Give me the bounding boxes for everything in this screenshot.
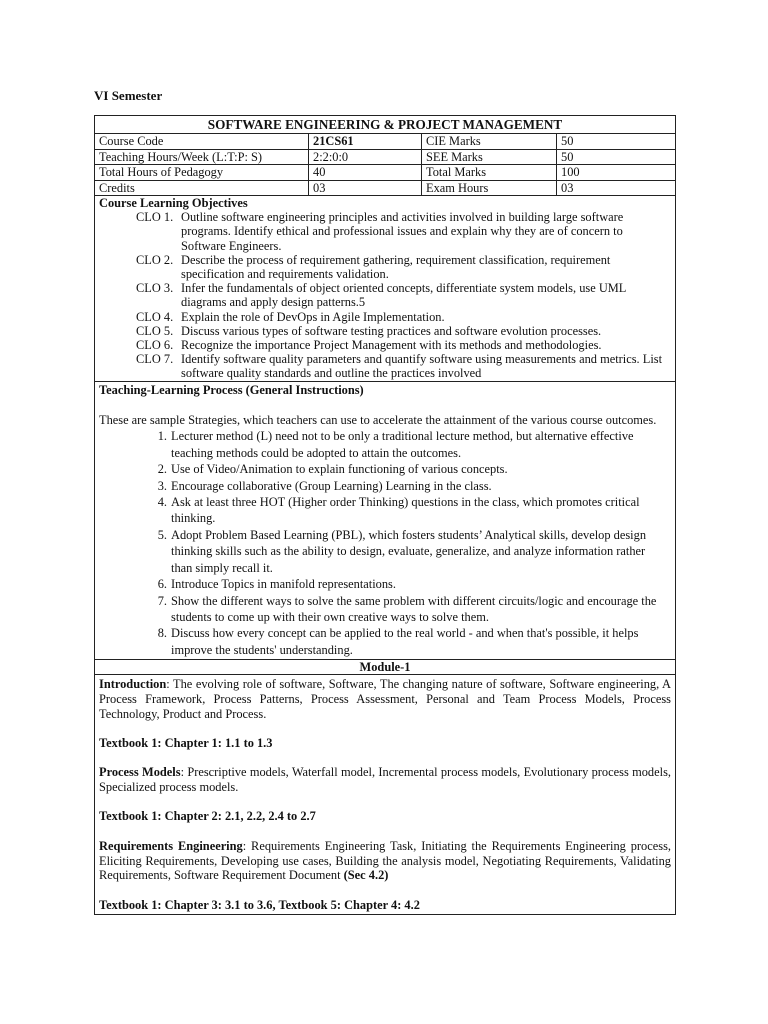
list-item — [99, 310, 671, 324]
clo-section — [95, 196, 675, 382]
textbook-reference: Textbook 1: Chapter 1: 1.1 to 1.3 — [99, 736, 273, 751]
list-item — [99, 593, 671, 626]
syllabus-table — [94, 115, 676, 915]
item-number: 1. — [157, 429, 167, 444]
teaching-learning-section — [95, 382, 675, 661]
item-text: Discuss how every concept can be applied to the real world - and when that's possible, it helps improve the students' understanding. — [171, 626, 639, 657]
clo-number: CLO 7. — [136, 352, 174, 367]
info-value: 100 — [557, 165, 676, 181]
clo-text: Explain the role of DevOps in Agile Implementation. — [181, 309, 445, 324]
item-text: Show the different ways to solve the same problem with different circuits/logic and encourage the students to come up with their own creative ways to solve them. — [171, 593, 657, 624]
list-item — [99, 478, 671, 494]
info-value: 40 — [309, 165, 422, 181]
textbook-reference: Textbook 1: Chapter 3: 3.1 to 3.6, Textbook 5: Chapter 4: 4.2 — [99, 897, 420, 912]
item-text: Ask at least three HOT (Higher order Thinking) questions in the class, which promotes critical thinking. — [171, 495, 640, 526]
clo-number: CLO 1. — [136, 210, 174, 225]
table-row — [95, 149, 675, 165]
list-item — [99, 324, 671, 338]
info-label: SEE Marks — [422, 149, 557, 165]
module-title: Module-1 — [95, 660, 675, 675]
list-item — [99, 527, 671, 576]
list-item — [99, 625, 671, 658]
module-paragraph — [99, 677, 671, 721]
item-text: Introduce Topics in manifold representations. — [171, 577, 396, 592]
item-text: Use of Video/Animation to explain functioning of various concepts. — [171, 462, 508, 477]
tlp-title: Teaching-Learning Process (General Instructions) — [99, 382, 364, 397]
item-text: Encourage collaborative (Group Learning) Learning in the class. — [171, 478, 492, 493]
item-number: 6. — [157, 577, 167, 592]
clo-text: Infer the fundamentals of object oriented concepts, differentiate system models, use UML diagrams and apply design patterns.5 — [181, 281, 626, 310]
table-row — [95, 180, 675, 196]
list-item — [99, 210, 671, 253]
tlp-intro: These are sample Strategies, which teachers can use to accelerate the attainment of the various course outcomes. — [99, 413, 657, 428]
textbook-reference: Textbook 1: Chapter 2: 2.1, 2.2, 2.4 to 2.7 — [99, 809, 316, 824]
item-number: 5. — [157, 527, 167, 542]
clo-number: CLO 2. — [136, 252, 174, 267]
item-text: Lecturer method (L) need not to be only a traditional lecture method, but alternative effective teaching methods could be adopted to attain the outcomes. — [171, 429, 634, 460]
topic-text: : Requirements Engineering Task, Initiating the Requirements Engineering process, Eliciting Requirements, Developing use cases, Building the analysis model, Negotiating Requirements, Validating Requirements, Software Requirement Document — [99, 838, 671, 883]
clo-text: Outline software engineering principles and activities involved in building large software programs. Identify ethical and professional issues and explain why they are of concern to Software Engineers. — [181, 210, 624, 253]
section-reference: (Sec 4.2) — [343, 868, 389, 883]
info-label: Credits — [95, 180, 309, 196]
clo-number: CLO 3. — [136, 281, 174, 296]
clo-text: Identify software quality parameters and quantify software using measurements and metrics. List software quality standards and outline the practices involved — [181, 352, 663, 381]
info-label: Teaching Hours/Week (L:T:P: S) — [95, 149, 309, 165]
info-value: 50 — [557, 134, 676, 149]
clo-number: CLO 6. — [136, 338, 174, 353]
info-value: 50 — [557, 149, 676, 165]
semester-heading: VI Semester — [94, 88, 163, 103]
info-label: Total Marks — [422, 165, 557, 181]
topic-text: : Prescriptive models, Waterfall model, Incremental process models, Evolutionary process models, Specialized process models. — [99, 765, 671, 795]
table-row — [95, 134, 675, 149]
list-item — [99, 253, 671, 281]
clo-number: CLO 4. — [136, 309, 174, 324]
course-info-table — [95, 134, 675, 196]
list-item — [99, 338, 671, 352]
topic-term: Requirements Engineering — [99, 838, 243, 853]
module-paragraph — [99, 765, 671, 795]
info-label: Course Code — [95, 134, 309, 149]
clo-number: CLO 5. — [136, 323, 174, 338]
info-value: 2:2:0:0 — [309, 149, 422, 165]
item-text: Adopt Problem Based Learning (PBL), which fosters students’ Analytical skills, develop design thinking skills such as the ability to design, evaluate, generalize, and analyze information rather than simply recall it. — [171, 527, 647, 575]
list-item — [99, 461, 671, 477]
info-label: CIE Marks — [422, 134, 557, 149]
item-number: 8. — [157, 626, 167, 641]
module-content — [95, 675, 675, 914]
clo-text: Discuss various types of software testing practices and software evolution processes. — [181, 323, 602, 338]
clo-text: Describe the process of requirement gathering, requirement classification, requirement specification and requirements validation. — [181, 252, 611, 282]
clo-title: Course Learning Objectives — [99, 196, 248, 210]
list-item — [99, 281, 671, 309]
list-item — [99, 428, 671, 461]
topic-text: : The evolving role of software, Software, The changing nature of software, Software engineering, A Process Framework, Process Patterns, Process Assessment, Personal and Team Process Models, Process Technology, Product and Process. — [99, 677, 671, 721]
info-label: Total Hours of Pedagogy — [95, 165, 309, 181]
course-title: SOFTWARE ENGINEERING & PROJECT MANAGEMENT — [95, 116, 675, 134]
item-number: 4. — [157, 495, 167, 510]
clo-text: Recognize the importance Project Management with its methods and methodologies. — [181, 338, 602, 353]
list-item — [99, 352, 671, 380]
topic-term: Process Models — [99, 765, 181, 780]
list-item — [99, 576, 671, 592]
list-item — [99, 494, 671, 527]
info-label: Exam Hours — [422, 180, 557, 196]
table-row — [95, 165, 675, 181]
info-value: 03 — [309, 180, 422, 196]
module-paragraph — [99, 839, 671, 883]
item-number: 7. — [157, 593, 167, 608]
info-value: 03 — [557, 180, 676, 196]
item-number: 3. — [157, 478, 167, 493]
topic-term: Introduction — [99, 677, 167, 692]
course-code-value: 21CS61 — [309, 134, 422, 149]
item-number: 2. — [157, 462, 167, 477]
